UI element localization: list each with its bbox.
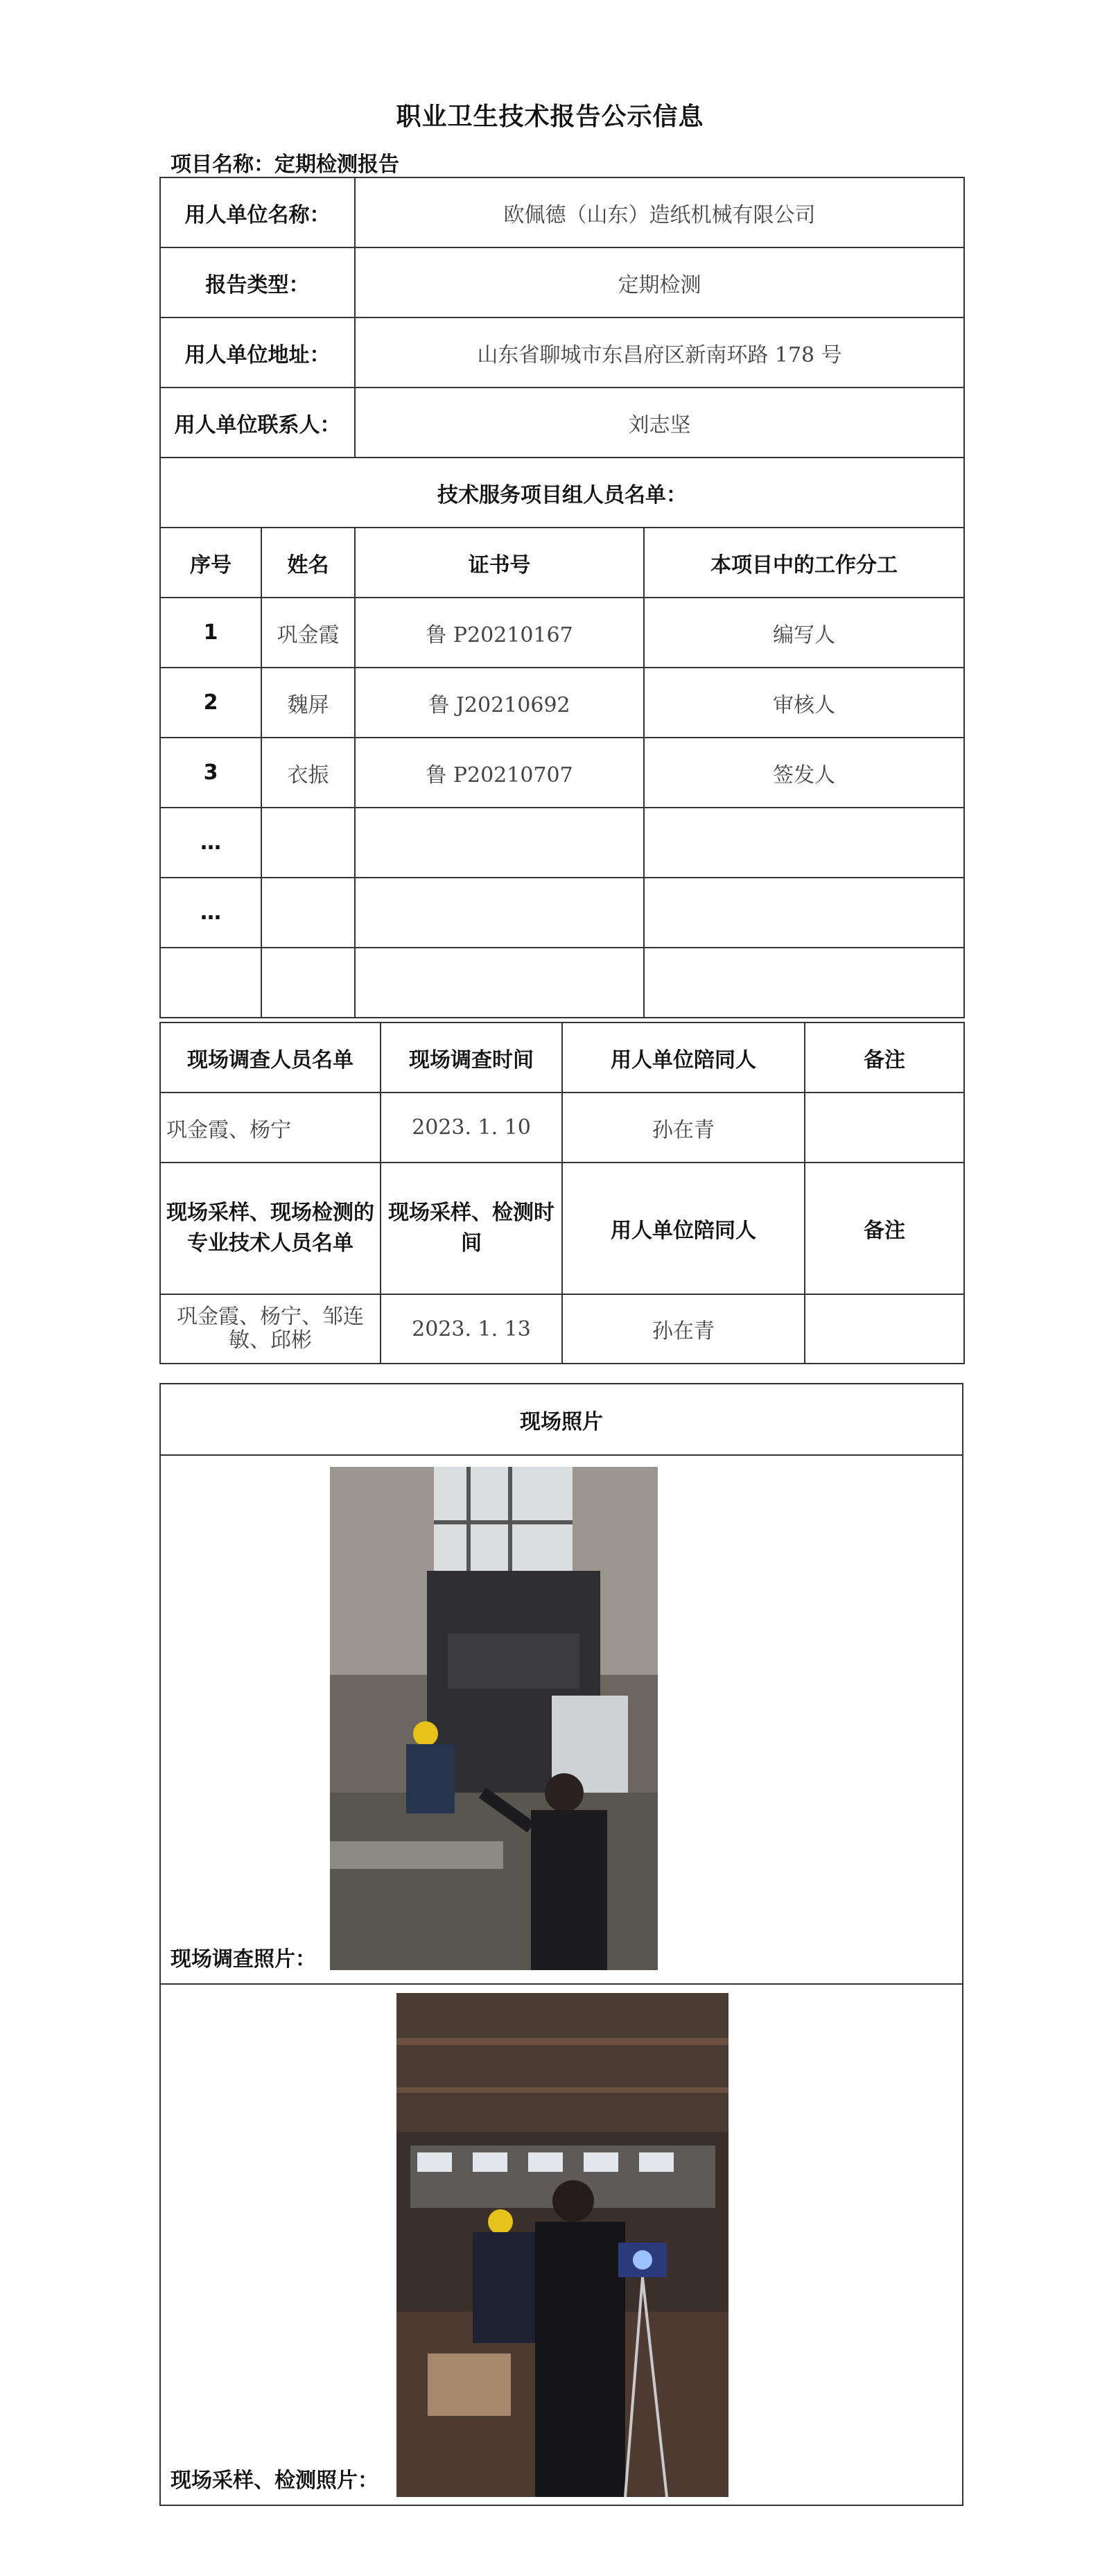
team-heading-row — [160, 458, 964, 528]
col-header-name: 姓名 — [261, 528, 355, 598]
info-label: 用人单位名称： — [160, 177, 355, 247]
info-label: 用人单位联系人： — [160, 388, 355, 458]
team-role — [644, 808, 964, 878]
team-cert: 鲁 J20210692 — [355, 668, 644, 738]
team-row — [160, 948, 964, 1018]
team-index — [160, 948, 261, 1018]
info-row — [160, 177, 964, 247]
team-row — [160, 738, 964, 808]
team-index: 2 — [160, 668, 261, 738]
sampling-header: 现场采样、现场检测的专业技术人员名单 — [160, 1163, 381, 1294]
team-name: 魏屏 — [261, 668, 355, 738]
team-index: … — [160, 808, 261, 878]
page-title: 职业卫生技术报告公示信息 — [396, 103, 704, 131]
info-row — [160, 247, 964, 317]
team-cert — [355, 948, 644, 1018]
photo-table — [159, 1383, 963, 2506]
team-row — [160, 668, 964, 738]
survey-header: 现场调查时间 — [381, 1022, 562, 1093]
info-row — [160, 388, 964, 458]
team-name — [261, 808, 355, 878]
survey-photo-caption: 现场调查照片： — [171, 1947, 316, 1972]
survey-header-row — [160, 1022, 964, 1093]
project-name: 项目名称：定期检测报告 — [171, 153, 399, 177]
sampling-row — [160, 1294, 964, 1364]
survey-date: 2023. 1. 10 — [381, 1093, 562, 1163]
team-index: 3 — [160, 738, 261, 808]
team-cert: 鲁 P20210167 — [355, 598, 644, 668]
team-name: 巩金霞 — [261, 598, 355, 668]
info-value: 欧佩德（山东）造纸机械有限公司 — [355, 177, 964, 247]
info-label: 报告类型： — [160, 247, 355, 317]
info-value: 山东省聊城市东昌府区新南环路 178 号 — [355, 317, 964, 388]
survey-companion: 孙在青 — [562, 1093, 805, 1163]
info-value: 定期检测 — [355, 247, 964, 317]
survey-table — [159, 1022, 965, 1364]
team-role: 签发人 — [644, 738, 964, 808]
team-row — [160, 808, 964, 878]
survey-names: 巩金霞、杨宁 — [160, 1093, 381, 1163]
team-role — [644, 878, 964, 948]
info-value: 刘志坚 — [355, 388, 964, 458]
info-table — [159, 177, 965, 1018]
sampling-note — [805, 1294, 964, 1364]
sampling-photo-caption: 现场采样、检测照片： — [171, 2469, 378, 2493]
team-role — [644, 948, 964, 1018]
team-row — [160, 878, 964, 948]
team-header-row — [160, 528, 964, 598]
survey-photo — [330, 1467, 658, 1970]
sampling-photo-row — [160, 1984, 963, 2505]
sampling-header-row — [160, 1163, 964, 1294]
photo-heading-row — [160, 1384, 963, 1455]
info-row — [160, 317, 964, 388]
team-heading: 技术服务项目组人员名单： — [160, 458, 964, 528]
sampling-header: 现场采样、检测时间 — [381, 1163, 562, 1294]
survey-photo-row — [160, 1455, 963, 1984]
team-name: 衣振 — [261, 738, 355, 808]
survey-header: 现场调查人员名单 — [160, 1022, 381, 1093]
sampling-names: 巩金霞、杨宁、邹连敏、邱彬 — [160, 1294, 381, 1364]
team-row — [160, 598, 964, 668]
team-cert — [355, 878, 644, 948]
col-header-cert: 证书号 — [355, 528, 644, 598]
col-header-index: 序号 — [160, 528, 261, 598]
photo-heading: 现场照片 — [160, 1384, 963, 1455]
sampling-header: 备注 — [805, 1163, 964, 1294]
survey-header: 用人单位陪同人 — [562, 1022, 805, 1093]
sampling-header: 用人单位陪同人 — [562, 1163, 805, 1294]
info-label: 用人单位地址： — [160, 317, 355, 388]
survey-header: 备注 — [805, 1022, 964, 1093]
team-name — [261, 878, 355, 948]
team-role: 编写人 — [644, 598, 964, 668]
survey-photo-cell — [160, 1455, 963, 1984]
team-index: … — [160, 878, 261, 948]
team-cert: 鲁 P20210707 — [355, 738, 644, 808]
sampling-companion: 孙在青 — [562, 1294, 805, 1364]
col-header-role: 本项目中的工作分工 — [644, 528, 964, 598]
team-cert — [355, 808, 644, 878]
sampling-date: 2023. 1. 13 — [381, 1294, 562, 1364]
survey-row — [160, 1093, 964, 1163]
team-name — [261, 948, 355, 1018]
team-index: 1 — [160, 598, 261, 668]
sampling-photo-cell — [160, 1984, 963, 2505]
team-role: 审核人 — [644, 668, 964, 738]
sampling-photo — [396, 1993, 728, 2497]
survey-note — [805, 1093, 964, 1163]
